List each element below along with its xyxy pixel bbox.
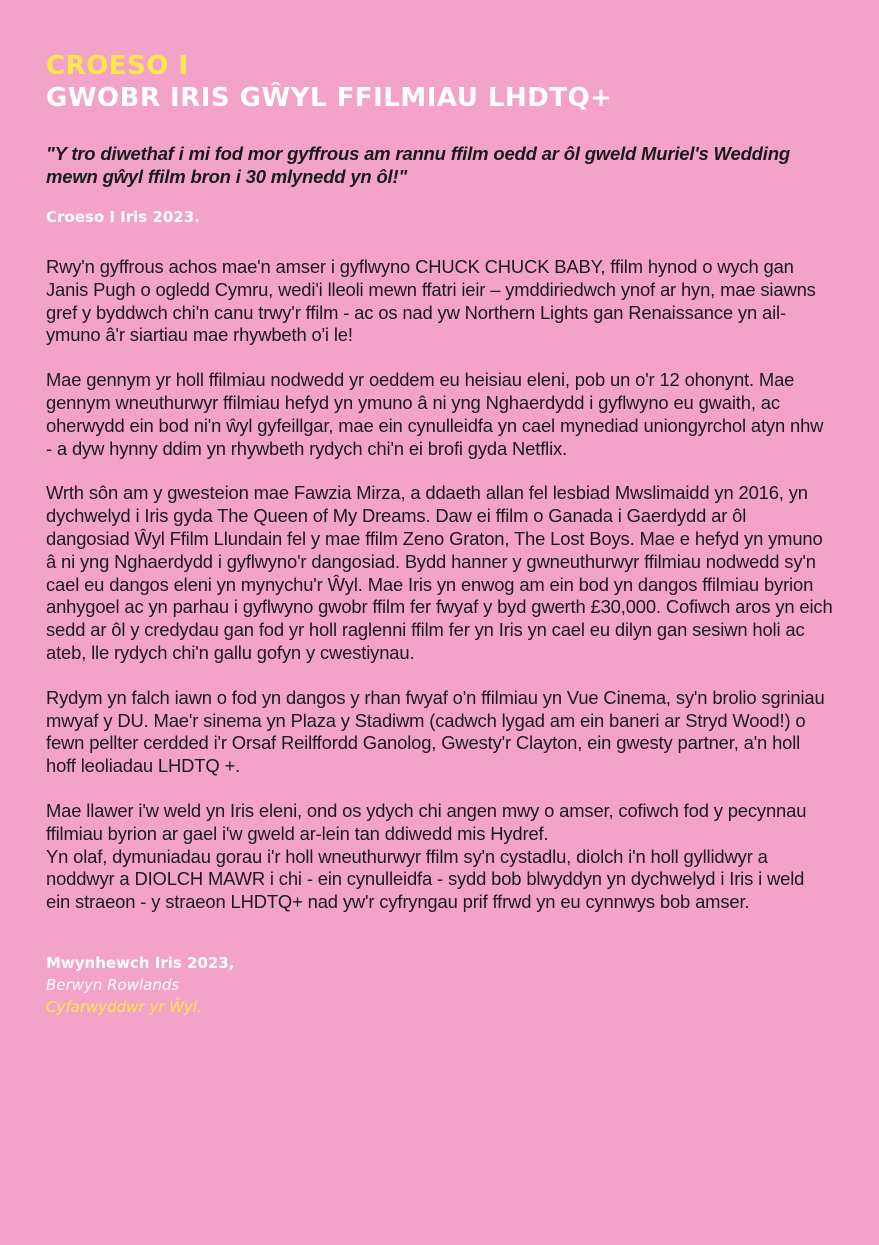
heading-line-1: CROESO I [46,51,189,81]
paragraph-3: Wrth sôn am y gwesteion mae Fawzia Mirza, a ddaeth allan fel lesbiad Mwslimaidd yn 2016, yn dychwelyd i Iris gyda The Queen of My Dreams. Daw ei ffilm o Ganada i Gaerdydd ar ôl dangosiad Ŵyl Ffilm Llundain fel y mae ffilm Zeno Graton, The Lost Boys. Mae e hefyd yn ymuno â ni yng Nghaerdydd i gyflwyno'r dangosiad. Bydd hanner y gwneuthurwyr ffilmiau nodwedd sy'n cael eu dangos eleni yn mynychu'r Ŵyl. Mae Iris yn enwog am ein bod yn dangos ffilmiau byrion anhygoel ac yn parhau i gyflwyno gwobr ffilm fer fwyaf y byd gwerth £30,000. Cofiwch aros yn eich sedd ar ôl y credydau gan fod yr holl raglenni ffilm fer yn Iris yn cael eu dilyn gan sesiwn holi ac ateb, lle rydych chi'n gallu gofyn y cwestiynau. [46,482,833,663]
pull-quote: "Y tro diwethaf i mi fod mor gyffrous am rannu ffilm oedd ar ôl gweld Muriel's Wedding mewn gŵyl ffilm bron i 30 mlynedd yn ôl!" [46,143,790,187]
signoff-closing: Mwynhewch Iris 2023, [46,953,235,972]
signoff-role: Cyfarwyddwr yr Ŵyl. [46,997,202,1016]
paragraph-6: Yn olaf, dymuniadau gorau i'r holl wneuthurwyr ffilm sy'n cystadlu, diolch i'n holl gyllidwyr a noddwyr a DIOLCH MAWR i chi - ein cynulleidfa - sydd bob blwyddyn yn dychwelyd i Iris i weld ein straeon - y straeon LHDTQ+ nad yw'r cyfryngau prif ffrwd yn eu cynnwys bob amser. [46,845,805,913]
paragraph-4: Rydym yn falch iawn o fod yn dangos y rhan fwyaf o'n ffilmiau yn Vue Cinema, sy'n brolio sgriniau mwyaf y DU. Mae'r sinema yn Plaza y Stadiwm (cadwch lygad am ein baneri ar Stryd Wood!) o fewn pellter cerdded i'r Orsaf Reilffordd Ganolog, Gwesty'r Clayton, ein gwesty partner, a'n holl hoff leoliadau LHDTQ +. [46,686,825,777]
paragraph-2: Mae gennym yr holl ffilmiau nodwedd yr oeddem eu heisiau eleni, pob un o'r 12 ohonynt. Mae gennym wneuthurwyr ffilmiau hefyd yn ymuno â ni yng Nghaerdydd i gyflwyno eu gwaith, ac oherwydd ein bod ni'n ŵyl gyfeillgar, mae ein cynulleidfa yn cael mynediad uniongyrchol atyn nhw - a dyw hynny ddim yn rhywbeth rydych chi'n ei brofi gyda Netflix. [46,369,824,459]
signoff [46,952,833,1018]
signoff-name: Berwyn Rowlands [46,975,180,994]
heading-line-2: GWOBR IRIS GŴYL FFILMIAU LHDTQ+ [46,83,613,113]
paragraph-5: Mae llawer i'w weld yn Iris eleni, ond os ydych chi angen mwy o amser, cofiwch fod y pecynnau ffilmiau byrion ar gael i'w gweld ar-lein tan ddiwedd mis Hydref. [46,799,807,844]
paragraph-1: Rwy'n gyffrous achos mae'n amser i gyflwyno CHUCK CHUCK BABY, ffilm hynod o wych gan Janis Pugh o ogledd Cymru, wedi'i lleoli mewn ffatri ieir – ymddiriedwch ynof ar hyn, mae siawns gref y byddwch chi'n canu trwy'r ffilm - ac os nad yw Northern Lights gan Renaissance yn ail-ymuno â'r siartiau mae rhywbeth o'i le! [46,256,816,346]
welcome-line: Croeso I Iris 2023. [46,208,200,226]
